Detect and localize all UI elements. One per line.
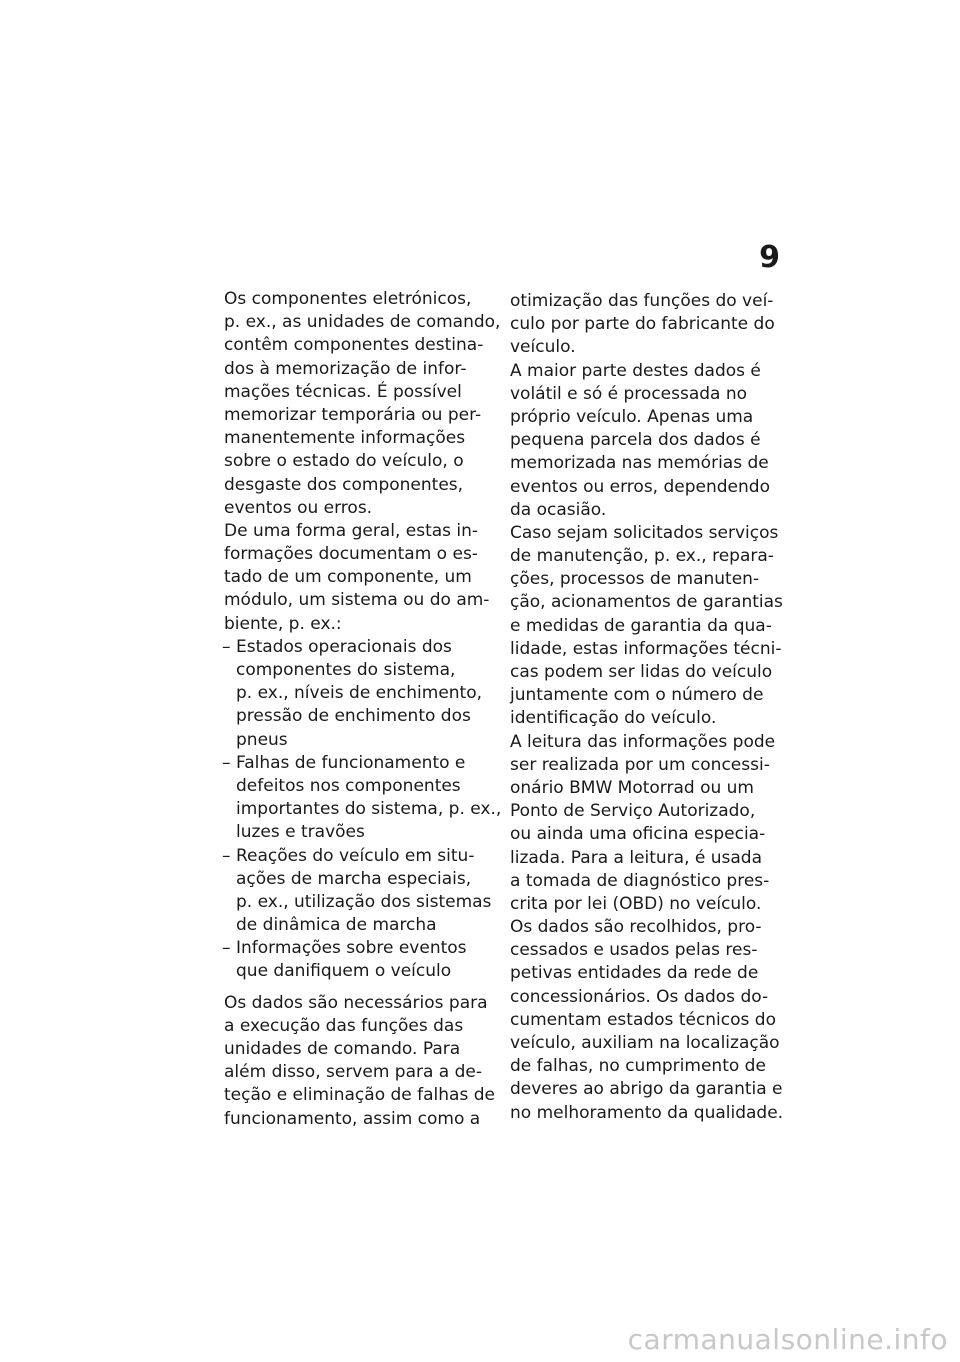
text-line: Os dados são recolhidos, pro- xyxy=(510,917,762,938)
text-line: p. ex., utilização dos sistemas xyxy=(236,891,492,912)
paragraph xyxy=(224,992,494,1131)
right-column xyxy=(510,290,782,1125)
paragraph xyxy=(224,520,494,636)
text-line: luzes e travões xyxy=(236,822,365,843)
left-column xyxy=(222,288,502,1131)
text-line: que danifiquem o veículo xyxy=(236,961,452,982)
text-line: de falhas, no cumprimento de xyxy=(510,1056,766,1077)
text-line: memorizada nas memórias de xyxy=(510,453,769,474)
text-line: cessados e usados pelas res- xyxy=(510,940,758,961)
text-line: de manutenção, p. ex., repara- xyxy=(510,546,774,567)
bullet-list xyxy=(222,636,502,984)
paragraph xyxy=(510,290,782,360)
paragraph xyxy=(510,916,782,1125)
list-item xyxy=(224,636,494,752)
text-line: Os dados são necessários para xyxy=(224,992,488,1013)
text-line: Falhas de funcionamento e xyxy=(236,752,466,773)
text-line: além disso, servem para a de- xyxy=(224,1062,483,1083)
text-line: ção, acionamentos de garantias xyxy=(510,592,783,613)
text-line: crita por lei (OBD) no veículo. xyxy=(510,893,762,914)
text-line: a tomada de diagnóstico pres- xyxy=(510,870,770,891)
text-line: Caso sejam solicitados serviços xyxy=(510,522,779,543)
text-line: ser realizada por um concessi- xyxy=(510,754,770,775)
text-line: a execução das funções das xyxy=(224,1015,464,1036)
text-line: contêm componentes destina- xyxy=(224,335,484,356)
text-line: mações técnicas. É possível xyxy=(224,381,462,402)
text-line: memorizar temporária ou per- xyxy=(224,404,482,425)
text-line: culo por parte do fabricante do xyxy=(510,314,775,335)
text-line: p. ex., níveis de enchimento, xyxy=(236,683,483,704)
text-line: cas podem ser lidas do veículo xyxy=(510,662,773,682)
text-line: e medidas de garantia da qua- xyxy=(510,615,772,636)
list-item xyxy=(222,752,502,845)
text-line: Os componentes eletrónicos, xyxy=(224,289,472,309)
text-line: manentemente informações xyxy=(224,428,466,449)
text-line: otimização das funções do veí- xyxy=(510,291,774,311)
text-line: Estados operacionais dos xyxy=(236,636,452,657)
page-number: 9 xyxy=(759,240,780,275)
text-line: Informações sobre eventos xyxy=(236,938,467,959)
text-line: funcionamento, assim como a xyxy=(224,1108,481,1129)
text-line: lidade, estas informações técni- xyxy=(510,638,782,659)
text-line: A leitura das informações pode xyxy=(510,731,776,752)
text-line: identificação do veículo. xyxy=(510,708,717,729)
text-line: da ocasião. xyxy=(510,499,607,520)
text-line: eventos ou erros. xyxy=(224,497,373,518)
text-line: de dinâmica de marcha xyxy=(236,915,437,936)
text-line: defeitos nos componentes xyxy=(236,775,461,796)
text-line: lizada. Para a leitura, é usada xyxy=(510,847,763,868)
text-line: pneus xyxy=(236,729,288,750)
text-line: pequena parcela dos dados é xyxy=(510,430,761,451)
text-line: componentes do sistema, xyxy=(236,660,456,680)
text-line: módulo, um sistema ou do am- xyxy=(224,590,490,611)
text-line: A maior parte destes dados é xyxy=(510,360,761,381)
text-line: próprio veículo. Apenas uma xyxy=(510,406,754,427)
text-line: petivas entidades da rede de xyxy=(510,963,759,984)
text-line: concessionários. Os dados do- xyxy=(510,986,769,1007)
text-line: juntamente com o número de xyxy=(510,685,764,706)
list-item xyxy=(224,937,494,983)
text-line: no melhoramento da qualidade. xyxy=(510,1102,784,1123)
text-line: importantes do sistema, p. ex., xyxy=(236,799,502,820)
text-line: cumentam estados técnicos do xyxy=(510,1009,776,1030)
text-line: Reações do veículo em situ- xyxy=(236,845,475,866)
text-line: Ponto de Serviço Autorizado, xyxy=(510,801,756,822)
bullet-dash: – xyxy=(222,845,231,866)
bullet-dash: – xyxy=(222,636,231,657)
text-line: p. ex., as unidades de comando, xyxy=(224,312,501,333)
text-line: unidades de comando. Para xyxy=(224,1039,461,1059)
text-line: veículo, auxiliam na localização xyxy=(510,1033,780,1053)
text-line: biente, p. ex.: xyxy=(224,613,342,634)
text-line: deveres ao abrigo da garantia e xyxy=(510,1079,783,1100)
watermark-text: carmanualsonline.info xyxy=(627,1323,948,1356)
text-line: pressão de enchimento dos xyxy=(236,706,471,727)
text-line: sobre o estado do veículo, o xyxy=(224,451,464,472)
text-line: teção e eliminação de falhas de xyxy=(224,1085,495,1106)
text-line: ações de marcha especiais, xyxy=(236,868,472,889)
text-line: tado de um componente, um xyxy=(224,567,472,588)
bullet-dash: – xyxy=(222,752,231,773)
paragraph xyxy=(510,731,782,917)
paragraph xyxy=(510,522,782,731)
paragraph xyxy=(224,288,501,520)
text-line: dos à memorização de infor- xyxy=(224,358,467,379)
text-line: volátil e só é processada no xyxy=(510,383,748,404)
paragraph xyxy=(510,360,782,522)
text-line: formações documentam o es- xyxy=(224,544,478,565)
list-item xyxy=(224,845,494,938)
bullet-dash: – xyxy=(222,938,231,959)
text-line: desgaste dos componentes, xyxy=(224,474,464,495)
text-line: ções, processos de manuten- xyxy=(510,569,760,590)
text-line: ou ainda uma oficina especia- xyxy=(510,824,766,845)
text-line: veículo. xyxy=(510,337,576,358)
text-line: De uma forma geral, estas in- xyxy=(224,520,479,541)
text-line: eventos ou erros, dependendo xyxy=(510,476,770,497)
text-line: onário BMW Motorrad ou um xyxy=(510,777,754,798)
